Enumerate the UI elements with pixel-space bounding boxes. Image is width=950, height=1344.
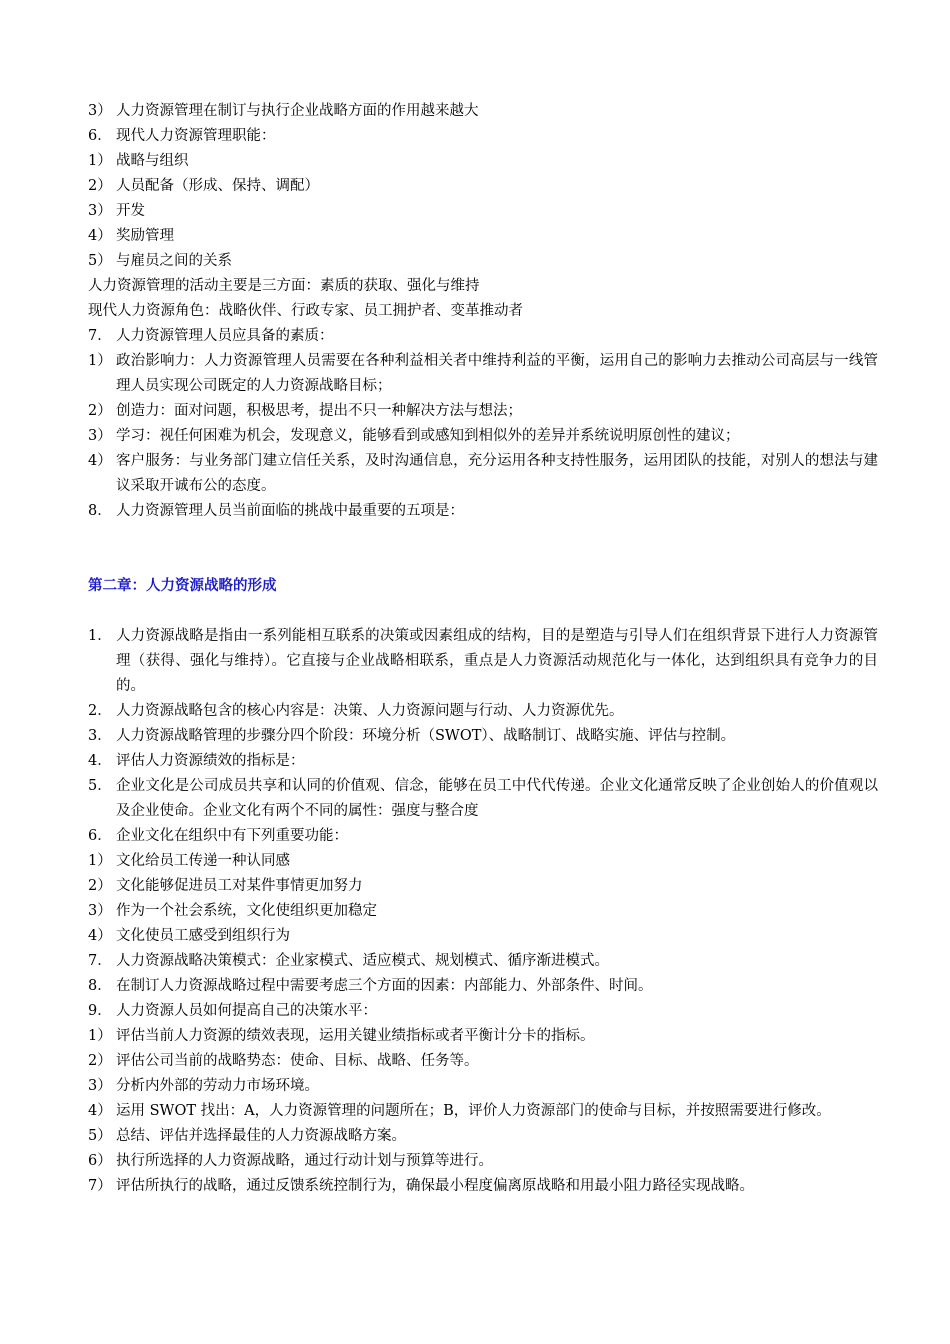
list-item-number: 7． (88, 953, 112, 969)
list-item-text: 奖励管理 (116, 228, 174, 244)
list-item-text: 执行所选择的人力资源战略，通过行动计划与预算等进行。 (116, 1153, 493, 1169)
list-item (88, 899, 878, 924)
list-item (88, 874, 878, 899)
list-item-number: 5． (88, 778, 112, 794)
paragraph: 人力资源管理的活动主要是三方面：素质的获取、强化与维持 (88, 278, 480, 294)
list-item-number: 4． (88, 753, 112, 769)
list-item-number: 2． (88, 703, 112, 719)
list-item-number: 5） (88, 1128, 112, 1144)
list-item-text: 人力资源管理人员应具备的素质： (116, 328, 334, 344)
list-item-number: 6． (88, 828, 112, 844)
list-item-number: 1） (88, 153, 112, 169)
list-item-text: 学习：视任何困难为机会，发现意义，能够看到或感知到相似外的差异并系统说明原创性的建议； (116, 428, 740, 444)
list-item-text: 文化使员工感受到组织行为 (116, 928, 290, 944)
list-item-number: 2） (88, 1053, 112, 1069)
list-item (88, 424, 878, 449)
list-item-number: 3） (88, 103, 112, 119)
list-item (88, 699, 878, 724)
list-item-number: 6． (88, 128, 112, 144)
list-item-number: 8． (88, 503, 112, 519)
list-item-number: 2） (88, 878, 112, 894)
list-item (88, 149, 878, 174)
list-item-text: 评估所执行的战略，通过反馈系统控制行为，确保最小程度偏离原战略和用最小阻力路径实现战略。 (116, 1178, 754, 1194)
list-item-text: 在制订人力资源战略过程中需要考虑三个方面的因素：内部能力、外部条件、时间。 (116, 978, 653, 994)
section-1-list (88, 99, 878, 524)
list-item-number: 9． (88, 1003, 112, 1019)
list-item (88, 399, 878, 424)
list-item (88, 1049, 878, 1074)
list-item (88, 749, 878, 774)
list-item (88, 174, 878, 199)
list-item (88, 624, 878, 699)
paragraph: 现代人力资源角色：战略伙伴、行政专家、员工拥护者、变革推动者 (88, 303, 523, 319)
list-item (88, 499, 878, 524)
list-item-number: 3） (88, 1078, 112, 1094)
list-item (88, 924, 878, 949)
list-item (88, 1124, 878, 1149)
chapter-2-heading: 第二章：人力资源战略的形成 (88, 578, 277, 594)
list-item-text: 开发 (116, 203, 145, 219)
list-item (88, 774, 878, 824)
list-item-text: 运用 SWOT 找出：A，人力资源管理的问题所在；B，评价人力资源部门的使命与目标，并按照需要进行修改。 (116, 1103, 831, 1119)
list-item-text: 与雇员之间的关系 (116, 253, 232, 269)
list-item-text: 人员配备（形成、保持、调配） (116, 178, 319, 194)
list-item-text: 分析内外部的劳动力市场环境。 (116, 1078, 319, 1094)
list-item (88, 999, 878, 1024)
list-item-text: 文化能够促进员工对某件事情更加努力 (116, 878, 363, 894)
list-item-number: 7． (88, 328, 112, 344)
list-item-number: 7） (88, 1178, 112, 1194)
list-item-text: 人力资源战略包含的核心内容是：决策、人力资源问题与行动、人力资源优先。 (116, 703, 624, 719)
spacer (88, 599, 878, 624)
list-item (88, 974, 878, 999)
list-item-number: 1） (88, 1028, 112, 1044)
list-item (88, 99, 878, 124)
list-item (88, 1074, 878, 1099)
list-item-number: 3） (88, 428, 112, 444)
list-item (88, 249, 878, 274)
list-item (88, 1149, 878, 1174)
list-item-text: 人力资源战略是指由一系列能相互联系的决策或因素组成的结构，目的是塑造与引导人们在组织背景下进行人力资源管理（获得、强化与维持）。它直接与企业战略相联系，重点是人力资源活动规范化与一体化，达到组织具有竞争力的目的。 (116, 628, 878, 694)
list-item-number: 4） (88, 228, 112, 244)
list-item (88, 449, 878, 499)
list-item-text: 企业文化在组织中有下列重要功能： (116, 828, 348, 844)
list-item-text: 文化给员工传递一种认同感 (116, 853, 290, 869)
spacer (88, 524, 878, 574)
list-item (88, 324, 878, 349)
list-item-number: 6） (88, 1153, 112, 1169)
list-item-text: 人力资源管理在制订与执行企业战略方面的作用越来越大 (116, 103, 479, 119)
list-item-number: 3． (88, 728, 112, 744)
list-item (88, 849, 878, 874)
list-item-text: 客户服务：与业务部门建立信任关系，及时沟通信息，充分运用各种支持性服务，运用团队的技能，对别人的想法与建议采取开诚布公的态度。 (116, 453, 878, 494)
list-item (88, 199, 878, 224)
list-item-text: 评估人力资源绩效的指标是： (116, 753, 305, 769)
list-item-text: 人力资源管理人员当前面临的挑战中最重要的五项是： (116, 503, 464, 519)
list-item-number: 1） (88, 353, 112, 369)
list-item-text: 作为一个社会系统，文化使组织更加稳定 (116, 903, 377, 919)
list-item (88, 824, 878, 849)
list-item-text: 企业文化是公司成员共享和认同的价值观、信念，能够在员工中代代传递。企业文化通常反映了企业创始人的价值观以及企业使命。企业文化有两个不同的属性：强度与整合度 (116, 778, 878, 819)
list-item (88, 724, 878, 749)
list-item-text: 评估当前人力资源的绩效表现，运用关键业绩指标或者平衡计分卡的指标。 (116, 1028, 595, 1044)
list-item (88, 224, 878, 249)
list-item-number: 4） (88, 928, 112, 944)
list-item-text: 评估公司当前的战略势态：使命、目标、战略、任务等。 (116, 1053, 479, 1069)
list-item-text: 人力资源战略管理的步骤分四个阶段：环境分析（SWOT）、战略制订、战略实施、评估与控制。 (116, 728, 736, 744)
list-item-number: 2） (88, 178, 112, 194)
list-item-text: 战略与组织 (116, 153, 189, 169)
list-item (88, 949, 878, 974)
list-item-number: 5） (88, 253, 112, 269)
list-item-text: 现代人力资源管理职能： (116, 128, 276, 144)
section-2-list (88, 624, 878, 1199)
list-item-text: 政治影响力：人力资源管理人员需要在各种利益相关者中维持利益的平衡，运用自己的影响力去推动公司高层与一线管理人员实现公司既定的人力资源战略目标； (116, 353, 878, 394)
list-item (88, 124, 878, 149)
list-item-number: 3） (88, 203, 112, 219)
list-item (88, 1174, 878, 1199)
list-item (88, 349, 878, 399)
list-item-number: 2） (88, 403, 112, 419)
list-item-text: 人力资源战略决策模式：企业家模式、适应模式、规划模式、循序渐进模式。 (116, 953, 609, 969)
list-item-text: 创造力：面对问题，积极思考，提出不只一种解决方法与想法； (116, 403, 522, 419)
list-item-number: 4） (88, 453, 112, 469)
list-item-number: 1． (88, 628, 112, 644)
list-item-number: 4） (88, 1103, 112, 1119)
list-item-number: 3） (88, 903, 112, 919)
list-item-text: 人力资源人员如何提高自己的决策水平： (116, 1003, 377, 1019)
list-item-text: 总结、评估并选择最佳的人力资源战略方案。 (116, 1128, 406, 1144)
list-item-number: 8． (88, 978, 112, 994)
list-item (88, 1024, 878, 1049)
list-item-number: 1） (88, 853, 112, 869)
list-item (88, 1099, 878, 1124)
